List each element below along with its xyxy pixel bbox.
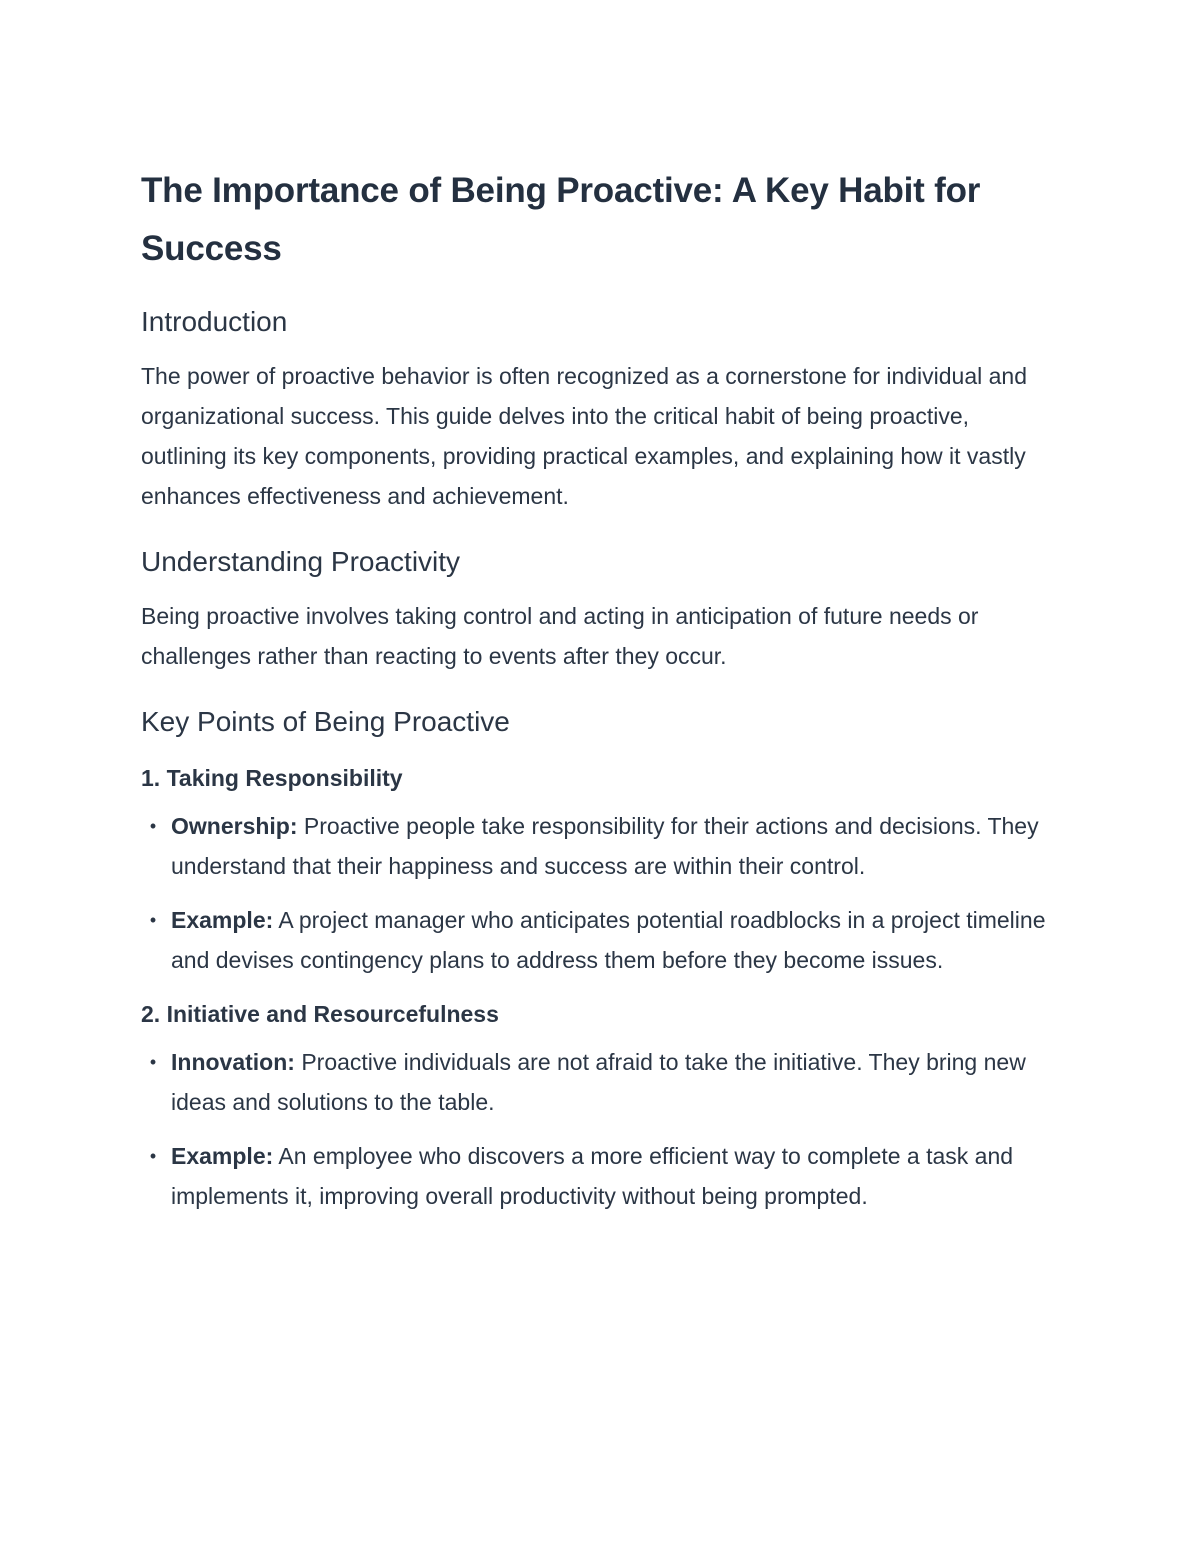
list-item-text: Proactive individuals are not afraid to take the initiative. They bring new ideas and solutions to the table. (171, 1049, 1026, 1115)
introduction-paragraph: The power of proactive behavior is often recognized as a cornerstone for individual and organizational success. This guide delves into the critical habit of being proactive, outlining its key components, providing practical examples, and explaining how it vastly enhances effectiveness and achievement. (141, 363, 1028, 509)
understanding-heading: Understanding Proactivity (141, 546, 461, 577)
bullet-icon: • (149, 1146, 157, 1166)
bullet-icon: • (149, 816, 157, 836)
point-2-list (141, 1042, 1056, 1216)
understanding-paragraph: Being proactive involves taking control and acting in anticipation of future needs or challenges rather than reacting to events after they occur. (141, 603, 979, 669)
list-item (141, 1042, 1056, 1122)
list-item-text: A project manager who anticipates potential roadblocks in a project timeline and devises contingency plans to address them before they become issues. (171, 907, 1046, 973)
list-item-term: Example: (171, 907, 274, 933)
document-title: The Importance of Being Proactive: A Key Habit for Success (141, 171, 981, 268)
document-page (141, 162, 1056, 1216)
list-item-text: An employee who discovers a more efficient way to complete a task and implements it, improving overall productivity without being prompted. (171, 1143, 1014, 1209)
list-item (141, 1136, 1056, 1216)
introduction-heading: Introduction (141, 306, 288, 337)
bullet-icon: • (149, 910, 157, 930)
list-item-text: Proactive people take responsibility for their actions and decisions. They understand that their happiness and success are within their control. (171, 813, 1039, 879)
point-2-heading: 2. Initiative and Resourcefulness (141, 1001, 499, 1027)
list-item-term: Example: (171, 1143, 274, 1169)
list-item (141, 806, 1056, 886)
list-item-term: Ownership: (171, 813, 298, 839)
point-1-list (141, 806, 1056, 980)
point-1-heading: 1. Taking Responsibility (141, 765, 403, 791)
bullet-icon: • (149, 1052, 157, 1072)
list-item (141, 900, 1056, 980)
key-points-heading: Key Points of Being Proactive (141, 706, 510, 737)
list-item-term: Innovation: (171, 1049, 295, 1075)
